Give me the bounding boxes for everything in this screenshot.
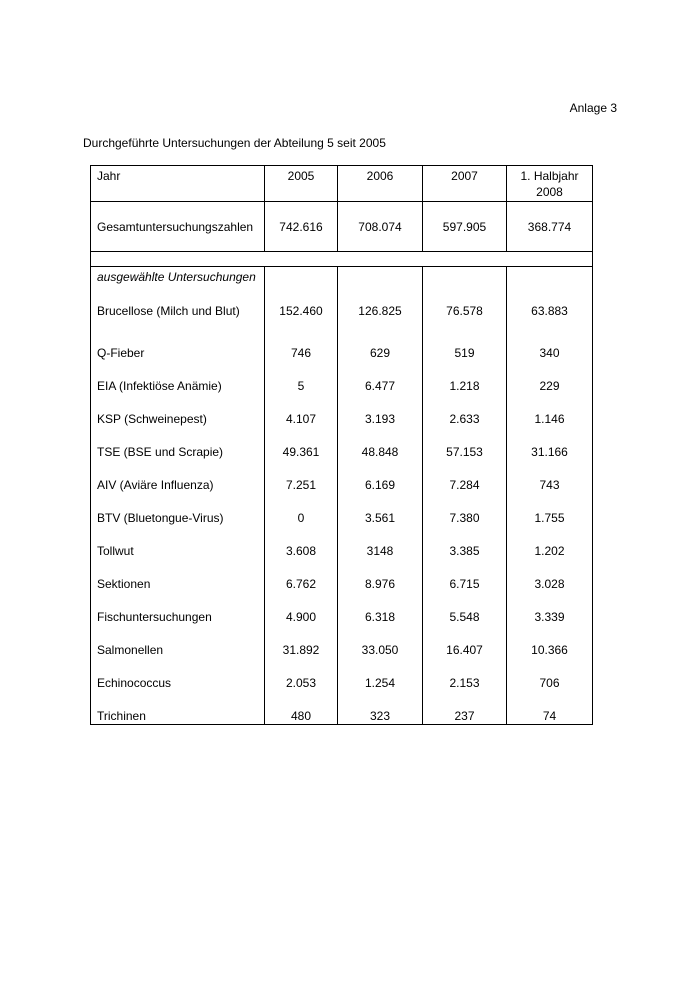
row-value: 3.561: [338, 496, 423, 529]
row-label: KSP (Schweinepest): [91, 397, 265, 430]
total-value-2005: 742.616: [265, 202, 338, 252]
row-label: Brucellose (Milch und Blut): [91, 289, 265, 331]
row-value: 5.548: [423, 595, 507, 628]
row-label: Q-Fieber: [91, 331, 265, 364]
row-value: 340: [507, 331, 593, 364]
row-value: 4.900: [265, 595, 338, 628]
column-header-2008: 1. Halbjahr 2008: [507, 166, 593, 202]
table-row: [91, 364, 593, 397]
column-header-2005: 2005: [265, 166, 338, 202]
row-value: 2.633: [423, 397, 507, 430]
row-value: 16.407: [423, 628, 507, 661]
section-row: [91, 267, 593, 290]
table-row: [91, 661, 593, 694]
row-value: 4.107: [265, 397, 338, 430]
row-value: 519: [423, 331, 507, 364]
table-row: [91, 496, 593, 529]
row-label: Trichinen: [91, 694, 265, 725]
row-label: BTV (Bluetongue-Virus): [91, 496, 265, 529]
row-value: 8.976: [338, 562, 423, 595]
row-value: 746: [265, 331, 338, 364]
table-row: [91, 595, 593, 628]
total-row: [91, 202, 593, 252]
row-value: 743: [507, 463, 593, 496]
table-row: [91, 463, 593, 496]
table-header-row: [91, 166, 593, 202]
total-label: Gesamtuntersuchungszahlen: [91, 202, 265, 252]
table-row: [91, 628, 593, 661]
row-value: 3.193: [338, 397, 423, 430]
table-row: [91, 397, 593, 430]
table-row: [91, 529, 593, 562]
examinations-table: [90, 165, 593, 725]
row-value: 3.385: [423, 529, 507, 562]
total-value-2008: 368.774: [507, 202, 593, 252]
row-label: Fischuntersuchungen: [91, 595, 265, 628]
row-label: Echinococcus: [91, 661, 265, 694]
row-value: 33.050: [338, 628, 423, 661]
row-value: 237: [423, 694, 507, 725]
row-value: 1.218: [423, 364, 507, 397]
row-value: 7.251: [265, 463, 338, 496]
row-value: 3.608: [265, 529, 338, 562]
row-value: 6.169: [338, 463, 423, 496]
row-value: 3148: [338, 529, 423, 562]
row-value: 7.284: [423, 463, 507, 496]
column-header-2007: 2007: [423, 166, 507, 202]
row-value: 229: [507, 364, 593, 397]
attachment-label: Anlage 3: [569, 101, 617, 115]
spacer-cell: [91, 252, 593, 267]
row-value: 1.146: [507, 397, 593, 430]
row-value: 10.366: [507, 628, 593, 661]
row-value: 126.825: [338, 289, 423, 331]
table-row: [91, 289, 593, 331]
row-value: 1.254: [338, 661, 423, 694]
row-value: 2.153: [423, 661, 507, 694]
row-value: 7.380: [423, 496, 507, 529]
row-value: 3.028: [507, 562, 593, 595]
table-row: [91, 562, 593, 595]
row-label: TSE (BSE und Scrapie): [91, 430, 265, 463]
row-value: 31.892: [265, 628, 338, 661]
section-empty-cell: [507, 267, 593, 290]
row-label: AIV (Aviäre Influenza): [91, 463, 265, 496]
row-value: 6.762: [265, 562, 338, 595]
row-value: 1.202: [507, 529, 593, 562]
row-value: 480: [265, 694, 338, 725]
section-empty-cell: [423, 267, 507, 290]
table-row: [91, 430, 593, 463]
row-value: 74: [507, 694, 593, 725]
row-value: 48.848: [338, 430, 423, 463]
row-value: 706: [507, 661, 593, 694]
section-empty-cell: [265, 267, 338, 290]
document-title: Durchgeführte Untersuchungen der Abteilung 5 seit 2005: [83, 136, 386, 150]
row-value: 6.318: [338, 595, 423, 628]
row-value: 152.460: [265, 289, 338, 331]
table-row: [91, 694, 593, 725]
row-value: 6.715: [423, 562, 507, 595]
row-value: 63.883: [507, 289, 593, 331]
section-empty-cell: [338, 267, 423, 290]
row-value: 1.755: [507, 496, 593, 529]
row-label: Salmonellen: [91, 628, 265, 661]
row-value: 5: [265, 364, 338, 397]
row-value: 76.578: [423, 289, 507, 331]
total-value-2006: 708.074: [338, 202, 423, 252]
row-value: 31.166: [507, 430, 593, 463]
row-value: 3.339: [507, 595, 593, 628]
column-header-2006: 2006: [338, 166, 423, 202]
row-value: 0: [265, 496, 338, 529]
row-label: Sektionen: [91, 562, 265, 595]
section-label: ausgewählte Untersuchungen: [91, 267, 265, 290]
row-value: 49.361: [265, 430, 338, 463]
row-value: 6.477: [338, 364, 423, 397]
column-header-jahr: Jahr: [91, 166, 265, 202]
row-value: 323: [338, 694, 423, 725]
row-label: Tollwut: [91, 529, 265, 562]
row-label: EIA (Infektiöse Anämie): [91, 364, 265, 397]
table-row: [91, 331, 593, 364]
row-value: 629: [338, 331, 423, 364]
total-value-2007: 597.905: [423, 202, 507, 252]
row-value: 57.153: [423, 430, 507, 463]
spacer-row: [91, 252, 593, 267]
row-value: 2.053: [265, 661, 338, 694]
